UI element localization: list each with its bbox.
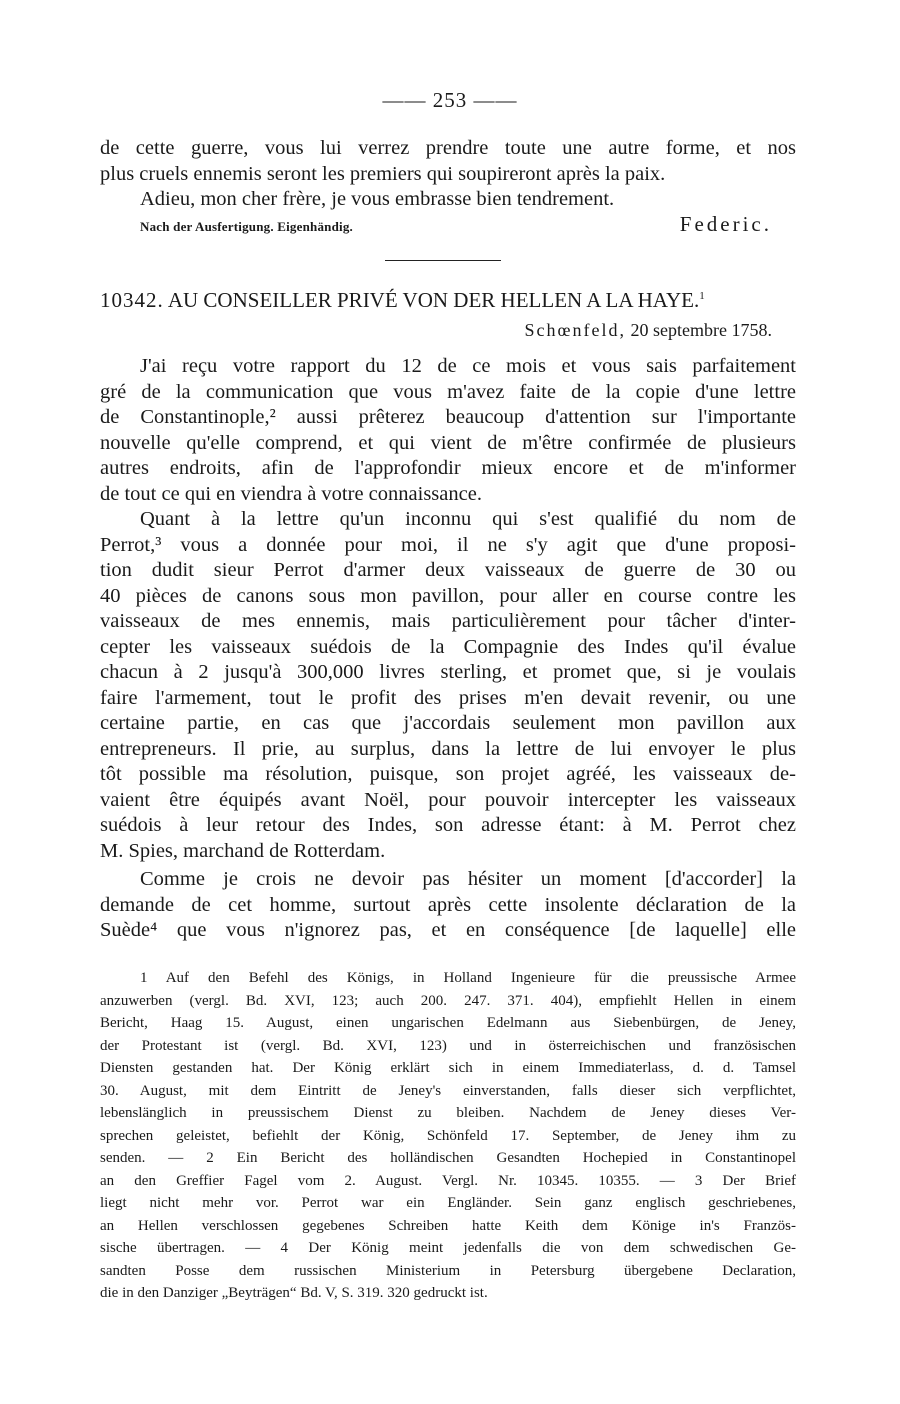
page-number: 253 [432,88,468,112]
signature: Federic. [679,212,772,236]
text-line: Suède⁴ que vous n'ignorez pas, et en conséquence [de laquelle] elle [100,919,796,941]
footnote-line: der Protestant ist (vergl. Bd. XVI, 123) und in österreichischen und französischen [100,1037,796,1054]
footnote-line: an Hellen verschlossen gegebenes Schreiben hatte Keith dem Könige in's Französ- [100,1217,796,1234]
text-line: demande de cet homme, surtout après cette insolente déclaration de la [100,893,796,916]
letter-paragraph-3 [100,867,796,944]
footnote-line: sische übertragen. — 4 Der König meint jedenfalls die von dem schwedischen Ge- [100,1240,796,1256]
text-line: chacun à 2 jusqu'à 300,000 livres sterling, et promet que, si je voulais [100,661,796,683]
footnote-line: 30. August, mit dem Eintritt de Jeney's einverstanden, falls dieser sich verpflichtet, [100,1082,796,1099]
header-dash-left: —— [382,88,427,112]
header-dash-right: —— [473,88,518,112]
text-line: cepter les vaisseaux suédois de la Compagnie des Indes qu'il évalue [100,635,796,658]
text-line: vaient être équipés avant Noël, pour pouvoir intercepter les vaisseaux [100,788,796,811]
footnote-line: lebenslänglich in preussischem Dienst zu bleiben. Nachdem de Jeney dieses Ver- [100,1105,796,1121]
text-line: certaine partie, en cas que j'accordais seulement mon pavillon aux [100,712,796,734]
text-line: J'ai reçu votre rapport du 12 de ce mois et vous sais parfaitement [140,355,796,377]
footnote-line: sprechen geleistet, befiehlt der König, Schönfeld 17. September, de Jeney ihm zu [100,1127,796,1144]
text-line: tôt possible ma résolution, puisque, son projet agréé, les vaisseaux de- [100,763,796,785]
dateline-date: 20 septembre 1758. [630,320,772,340]
dateline [525,320,772,341]
text-line: Comme je crois ne devoir pas hésiter un moment [d'accorder] la [140,868,796,890]
text-line: de Constantinople,² aussi prêterez beaucoup d'attention sur l'importante [100,406,796,428]
text-line: M. Spies, marchand de Rotterdam. [100,839,386,862]
letter-title-footnote-mark: 1 [699,290,705,302]
footnote-line: an den Greffier Fagel vom 2. August. Vergl. Nr. 10345. 10355. — 3 Der Brief [100,1172,796,1189]
text-line: de tout ce qui en viendra à votre connaissance. [100,482,482,505]
footnote-line: Diensten gestanden hat. Der König erklärt sich in einem Immediaterlass, d. d. Tamsel [100,1060,796,1076]
text-line: nouvelle qu'elle comprend, et qui vient de m'être confirmée de plusieurs [100,431,796,454]
text-line: autres endroits, afin de l'approfondir mieux encore et de m'informer [100,457,796,479]
text-line: de cette guerre, vous lui verrez prendre toute une autre forme, et nos [100,137,796,159]
text-line: vaisseaux de mes ennemis, mais particulièrement pour tâcher d'inter- [100,610,796,632]
text-line: tion dudit sieur Perrot d'armer deux vaisseaux de guerre de 30 ou [100,559,796,581]
dateline-place: Schœnfeld, [524,320,627,340]
closing-line: Adieu, mon cher frère, je vous embrasse bien tendrement. [140,188,615,210]
signature-row [140,212,772,237]
letter-heading [100,288,800,313]
section-divider [385,260,501,261]
text-line: faire l'armement, tout le profit des prises m'en devait revenir, ou une [100,686,796,709]
previous-letter-ending [100,136,796,213]
text-line: entrepreneurs. Il prie, au surplus, dans la lettre de lui envoyer le plus [100,737,796,760]
signature-note: Nach der Ausfertigung. Eigenhändig. [140,219,353,234]
footnote-line: anzuwerben (vergl. Bd. XVI, 123; auch 200. 247. 371. 404), empfiehlt Hellen in einem [100,992,796,1009]
letter-title: AU CONSEILLER PRIVÉ VON DER HELLEN A LA HAYE. [167,288,700,312]
footnote-line: 1 Auf den Befehl des Königs, in Holland Ingenieure für die preussische Armee [140,970,796,986]
footnote-line: liegt nicht mehr vor. Perrot war ein Engländer. Sein ganz englisch geschriebenes, [100,1195,796,1211]
text-line: gré de la communication que vous m'avez faite de la copie d'une lettre [100,380,796,403]
text-line: plus cruels ennemis seront les premiers qui soupireront après la paix. [100,162,666,185]
footnotes [100,967,796,1305]
footnote-line: Bericht, Haag 15. August, einen ungarischen Edelmann aus Siebenbürgen, de Jeney, [100,1015,796,1031]
text-line: Quant à la lettre qu'un inconnu qui s'est qualifié du nom de [140,508,796,530]
text-line: 40 pièces de canons sous mon pavillon, pour aller en course contre les [100,584,796,607]
page-header [0,88,900,113]
text-line: suédois à leur retour des Indes, son adresse étant: à M. Perrot chez [100,814,796,836]
text-line: Perrot,³ vous a donnée pour moi, il ne s'y agit que d'une proposi- [100,533,796,556]
letter-number: 10342. [100,288,164,312]
footnote-line: sandten Posse dem russischen Ministerium in Petersburg übergebene Declaration, [100,1262,796,1279]
footnote-line: senden. — 2 Ein Bericht des holländischen Gesandten Hochepied in Constantinopel [100,1150,796,1166]
letter-paragraph-2 [100,507,796,864]
letter-paragraph-1 [100,354,796,507]
footnote-line: die in den Danziger „Beyträgen“ Bd. V, S. 319. 320 gedruckt ist. [100,1285,488,1301]
